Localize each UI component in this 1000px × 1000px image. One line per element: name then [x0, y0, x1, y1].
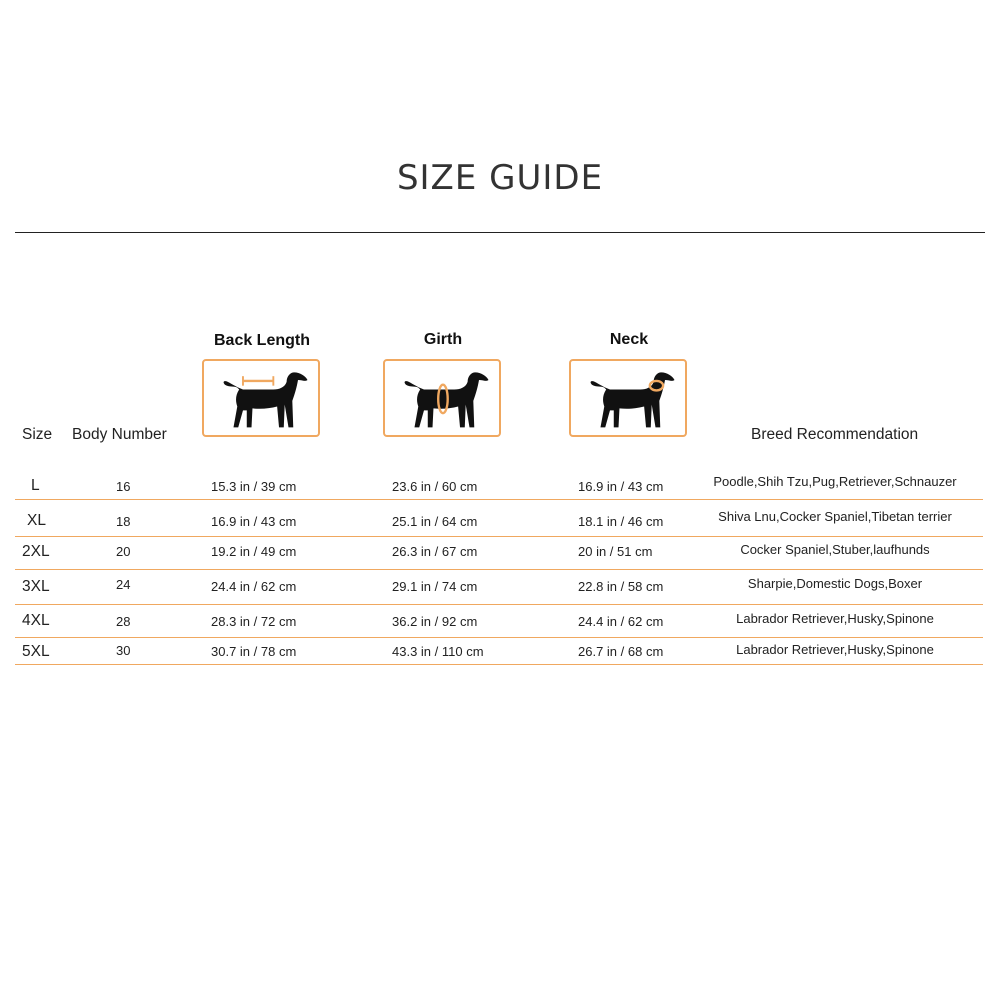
neck-cell: 26.7 in / 68 cm [578, 644, 664, 659]
back-length-cell: 19.2 in / 49 cm [211, 544, 297, 559]
breed-cell: Cocker Spaniel,Stuber,laufhunds [740, 542, 930, 557]
back-length-cell: 28.3 in / 72 cm [211, 614, 297, 629]
dog-girth-icon [383, 359, 501, 437]
breed-cell: Sharpie,Domestic Dogs,Boxer [747, 576, 923, 591]
girth-heading: Girth [423, 331, 463, 348]
girth-cell: 26.3 in / 67 cm [392, 544, 478, 559]
back-length-cell: 15.3 in / 39 cm [211, 479, 297, 494]
body-number-cell: 24 [116, 577, 131, 592]
size-cell: L [31, 477, 40, 494]
neck-heading: Neck [609, 331, 649, 348]
body-number-cell: 30 [116, 643, 131, 658]
body-number-cell: 16 [116, 479, 131, 494]
breed-cell: Poodle,Shih Tzu,Pug,Retriever,Schnauzer [713, 474, 957, 489]
body-number-cell: 28 [116, 614, 131, 629]
size-cell: XL [27, 512, 46, 529]
size-cell: 4XL [22, 612, 50, 629]
title-divider [15, 232, 985, 233]
dog-back-length-icon [202, 359, 320, 437]
row-divider [15, 604, 983, 605]
table-row [0, 575, 1000, 605]
girth-cell: 25.1 in / 64 cm [392, 514, 478, 529]
neck-cell: 24.4 in / 62 cm [578, 614, 664, 629]
size-cell: 2XL [22, 543, 50, 560]
body-number-column-header: Body Number [72, 426, 167, 443]
breed-cell: Shiva Lnu,Cocker Spaniel,Tibetan terrier [718, 509, 952, 524]
table-row [0, 509, 1000, 539]
neck-cell: 16.9 in / 43 cm [578, 479, 664, 494]
page-title: SIZE GUIDE [396, 158, 604, 198]
breed-cell: Labrador Retriever,Husky,Spinone [736, 642, 934, 657]
size-column-header: Size [22, 426, 53, 443]
dog-neck-icon [569, 359, 687, 437]
neck-cell: 22.8 in / 58 cm [578, 579, 664, 594]
breed-column-header: Breed Recommendation [751, 426, 919, 443]
row-divider [15, 664, 983, 665]
size-cell: 5XL [22, 643, 50, 660]
row-divider [15, 536, 983, 537]
neck-cell: 18.1 in / 46 cm [578, 514, 664, 529]
back-length-cell: 30.7 in / 78 cm [211, 644, 297, 659]
row-divider [15, 499, 983, 500]
girth-cell: 23.6 in / 60 cm [392, 479, 478, 494]
body-number-cell: 18 [116, 514, 131, 529]
row-divider [15, 569, 983, 570]
breed-cell: Labrador Retriever,Husky,Spinone [736, 611, 934, 626]
girth-cell: 29.1 in / 74 cm [392, 579, 478, 594]
girth-cell: 43.3 in / 110 cm [392, 644, 484, 659]
back-length-heading: Back Length [213, 332, 310, 349]
back-length-cell: 24.4 in / 62 cm [211, 579, 297, 594]
back-length-cell: 16.9 in / 43 cm [211, 514, 297, 529]
table-row [0, 610, 1000, 640]
body-number-cell: 20 [116, 544, 131, 559]
neck-cell: 20 in / 51 cm [578, 544, 653, 559]
row-divider [15, 637, 983, 638]
table-row [0, 540, 1000, 570]
size-cell: 3XL [22, 578, 50, 595]
table-row [0, 641, 1000, 671]
girth-cell: 36.2 in / 92 cm [392, 614, 478, 629]
